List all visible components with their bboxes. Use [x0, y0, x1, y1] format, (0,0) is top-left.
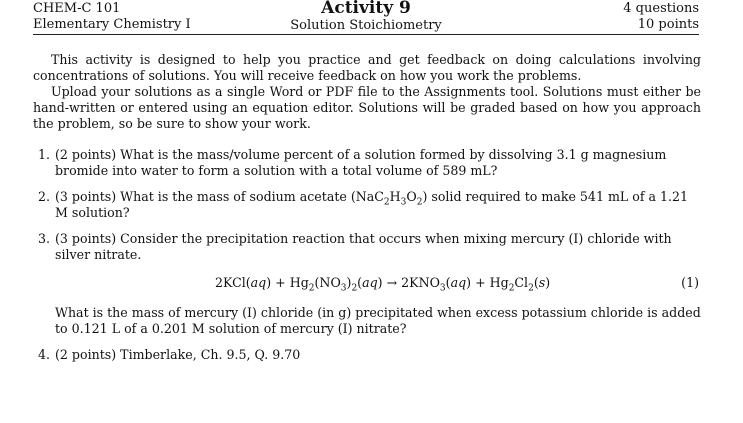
- activity-title: Activity 9: [321, 0, 411, 18]
- question-text: What is the mass of sodium acetate $(NaC_2H_3O_2)$ solid required to make 541 mL of a 1.21 M solution?: [55, 189, 689, 220]
- chemical-equation: [55, 275, 701, 293]
- intro-paragraph-1: This activity is designed to help you practice and get feedback on doing calculations involving concentrations of solutions. You will receive feedback on how you work the problems.: [33, 52, 701, 83]
- equation-label: (1): [681, 275, 699, 290]
- question-points: (2 points): [55, 147, 117, 162]
- question-2: [33, 189, 701, 221]
- question-1: [33, 147, 701, 179]
- course-name: Elementary Chemistry I: [33, 17, 191, 32]
- question-list: [33, 147, 701, 373]
- question-number: 2.: [38, 189, 51, 204]
- question-number: 1.: [38, 147, 51, 162]
- question-followup: What is the mass of mercury (I) chloride (in g) precipitated when excess potassium chloride is added to 0.121 L of a 0.201 M solution of mercury (I) nitrate?: [55, 305, 701, 336]
- question-points: (3 points): [55, 189, 117, 204]
- equation-expression: $2KCl(aq) + Hg_2(NO_3)_2(aq) \to 2KNO_3(aq) + Hg_2Cl_2(s)$: [215, 275, 551, 294]
- question-points: (3 points): [55, 231, 117, 246]
- question-text: Consider the precipitation reaction that occurs when mixing mercury (I) chloride with silver nitrate.: [55, 231, 672, 262]
- page-header: [33, 0, 699, 35]
- question-count: 4 questions: [623, 1, 699, 16]
- activity-heading: [33, 0, 699, 33]
- question-number: 4.: [38, 347, 51, 362]
- question-number: 3.: [38, 231, 51, 246]
- question-text: What is the mass/volume percent of a solution formed by dissolving 3.1 g magnesium bromide into water to form a solution with a total volume of 589 mL?: [55, 147, 667, 178]
- question-3: [33, 231, 701, 337]
- activity-summary: [623, 1, 699, 33]
- points-total: 10 points: [637, 17, 699, 32]
- intro-section: [33, 52, 701, 132]
- course-code: CHEM-C 101: [33, 1, 121, 16]
- question-points: (2 points): [55, 347, 117, 362]
- activity-subtitle: Solution Stoichiometry: [290, 18, 442, 33]
- question-4: [33, 347, 701, 363]
- question-text: Timberlake, Ch. 9.5, Q. 9.70: [120, 347, 301, 362]
- intro-paragraph-2: Upload your solutions as a single Word or PDF file to the Assignments tool. Solutions must either be hand-written or entered using an equation editor. Solutions will be graded based on how you approach the problem, so be sure to show your work.: [33, 84, 701, 131]
